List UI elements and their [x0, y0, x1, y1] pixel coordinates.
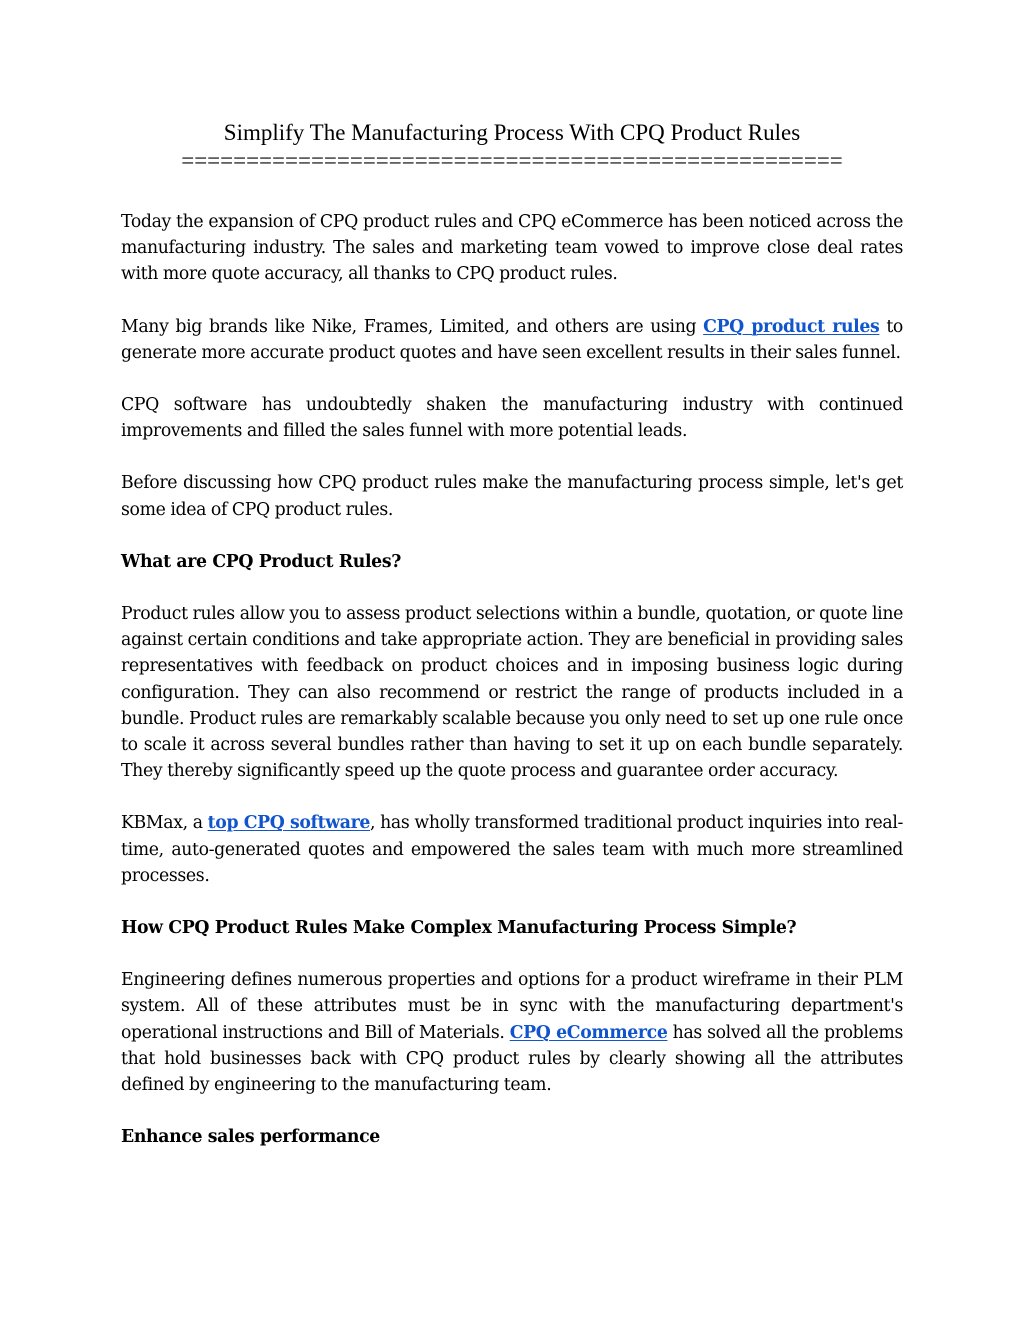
cpq-software-paragraph: CPQ software has undoubtedly shaken the manufacturing industry with continued improvements and filled the sales funnel with more potential leads. [121, 395, 903, 442]
section-heading-how-rules-simplify: How CPQ Product Rules Make Complex Manufacturing Process Simple? [121, 918, 797, 939]
kbmax-paragraph-text-after: , has wholly transformed traditional product inquiries into real-time, auto-generated quotes and empowered the sales team with much more streamlined processes. [121, 813, 904, 886]
cpq-ecommerce-link[interactable]: CPQ eCommerce [509, 1022, 668, 1043]
document-title: Simplify The Manufacturing Process With CPQ Product Rules [223, 120, 801, 145]
section-heading-what-are-rules: What are CPQ Product Rules? [121, 551, 401, 572]
intro-paragraph: Today the expansion of CPQ product rules and CPQ eCommerce has been noticed across the manufacturing industry. The sales and marketing team vowed to improve close deal rates with more quote accuracy, all thanks to CPQ product rules. [121, 212, 903, 285]
kbmax-paragraph [121, 810, 903, 889]
cpq-product-rules-link[interactable]: CPQ product rules [703, 316, 880, 337]
brands-paragraph [121, 314, 903, 366]
brands-paragraph-text-before: Many big brands like Nike, Frames, Limited, and others are using [121, 316, 704, 337]
brands-paragraph-text-after: to generate more accurate product quotes and have seen excellent results in their sales funnel. [121, 316, 903, 363]
section-heading-enhance-sales: Enhance sales performance [121, 1127, 380, 1148]
kbmax-paragraph-text-before: KBMax, a [121, 813, 208, 834]
top-cpq-software-link[interactable]: top CPQ software [207, 813, 371, 834]
before-discussing-paragraph: Before discussing how CPQ product rules make the manufacturing process simple, let's get some idea of CPQ product rules. [121, 473, 903, 520]
engineering-paragraph [121, 967, 903, 1098]
document-page [121, 118, 903, 1150]
product-rules-paragraph: Product rules allow you to assess product selections within a bundle, quotation, or quote line against certain conditions and take appropriate action. They are beneficial in providing sales representatives with feedback on product choices and in imposing business logic during configuration. They can also recommend or restrict the range of products included in a bundle. Product rules are remarkably scalable because you only need to set up one rule once to scale it across several bundles rather than having to set it up on each bundle separately. They thereby significantly speed up the quote process and guarantee order accuracy. [121, 604, 903, 782]
engineering-paragraph-text-after: has solved all the problems that hold businesses back with CPQ product rules by clearly showing all the attributes defined by engineering to the manufacturing team. [121, 1022, 903, 1096]
title-underline-rule: =================================================== [181, 148, 843, 173]
engineering-paragraph-text-before: Engineering defines numerous properties and options for a product wireframe in their PLM system. All of these attributes must be in sync with the manufacturing department's operational instructions and Bill of Materials. [121, 970, 903, 1043]
